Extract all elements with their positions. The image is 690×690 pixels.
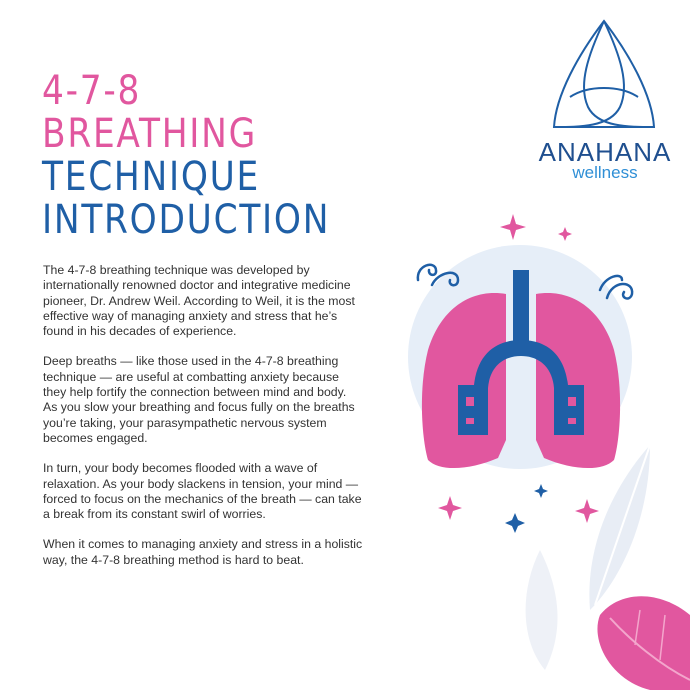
title-line-technique: TECHNIQUE [42,154,260,200]
sparkle-icon [558,227,572,241]
intro-text [43,263,363,583]
paragraph: The 4-7-8 breathing technique was developed by internationally renowned doctor and integrative medicine pioneer, Dr. Andrew Weil. According to Weil, it is the most effective way of managing anxiety and stress that he’s found in his decades of experience. [43,263,355,339]
paragraph: When it comes to managing anxiety and stress in a holistic way, the 4-7-8 breathing method is hard to beat. [43,537,363,567]
brand-name: ANAHANA [538,137,672,167]
title-line-introduction: INTRODUCTION [42,197,331,243]
page-title [42,70,330,242]
title-line-478: 4-7-8 [42,68,142,114]
sparkle-icon [500,214,526,240]
triquetra-logo-icon [548,15,660,135]
paragraph: In turn, your body becomes flooded with a wave of relaxation. As your body slackens in tension, your mind — forced to focus on the mechanics of the breath — can take a break from its constant swirl of worries. [43,461,362,522]
leaf-decoration [500,440,690,690]
paragraph: Deep breaths — like those used in the 4-7-8 breathing technique — are useful at combatting anxiety because they help fortify the connection between mind and body. As you slow your breathing and focus fully on the breaths you’re taking, your parasympathetic nervous system becomes engaged. [43,354,355,445]
sparkle-icon [438,496,462,520]
title-line-breathing: BREATHING [42,111,257,157]
brand-tagline: wellness [572,163,638,182]
